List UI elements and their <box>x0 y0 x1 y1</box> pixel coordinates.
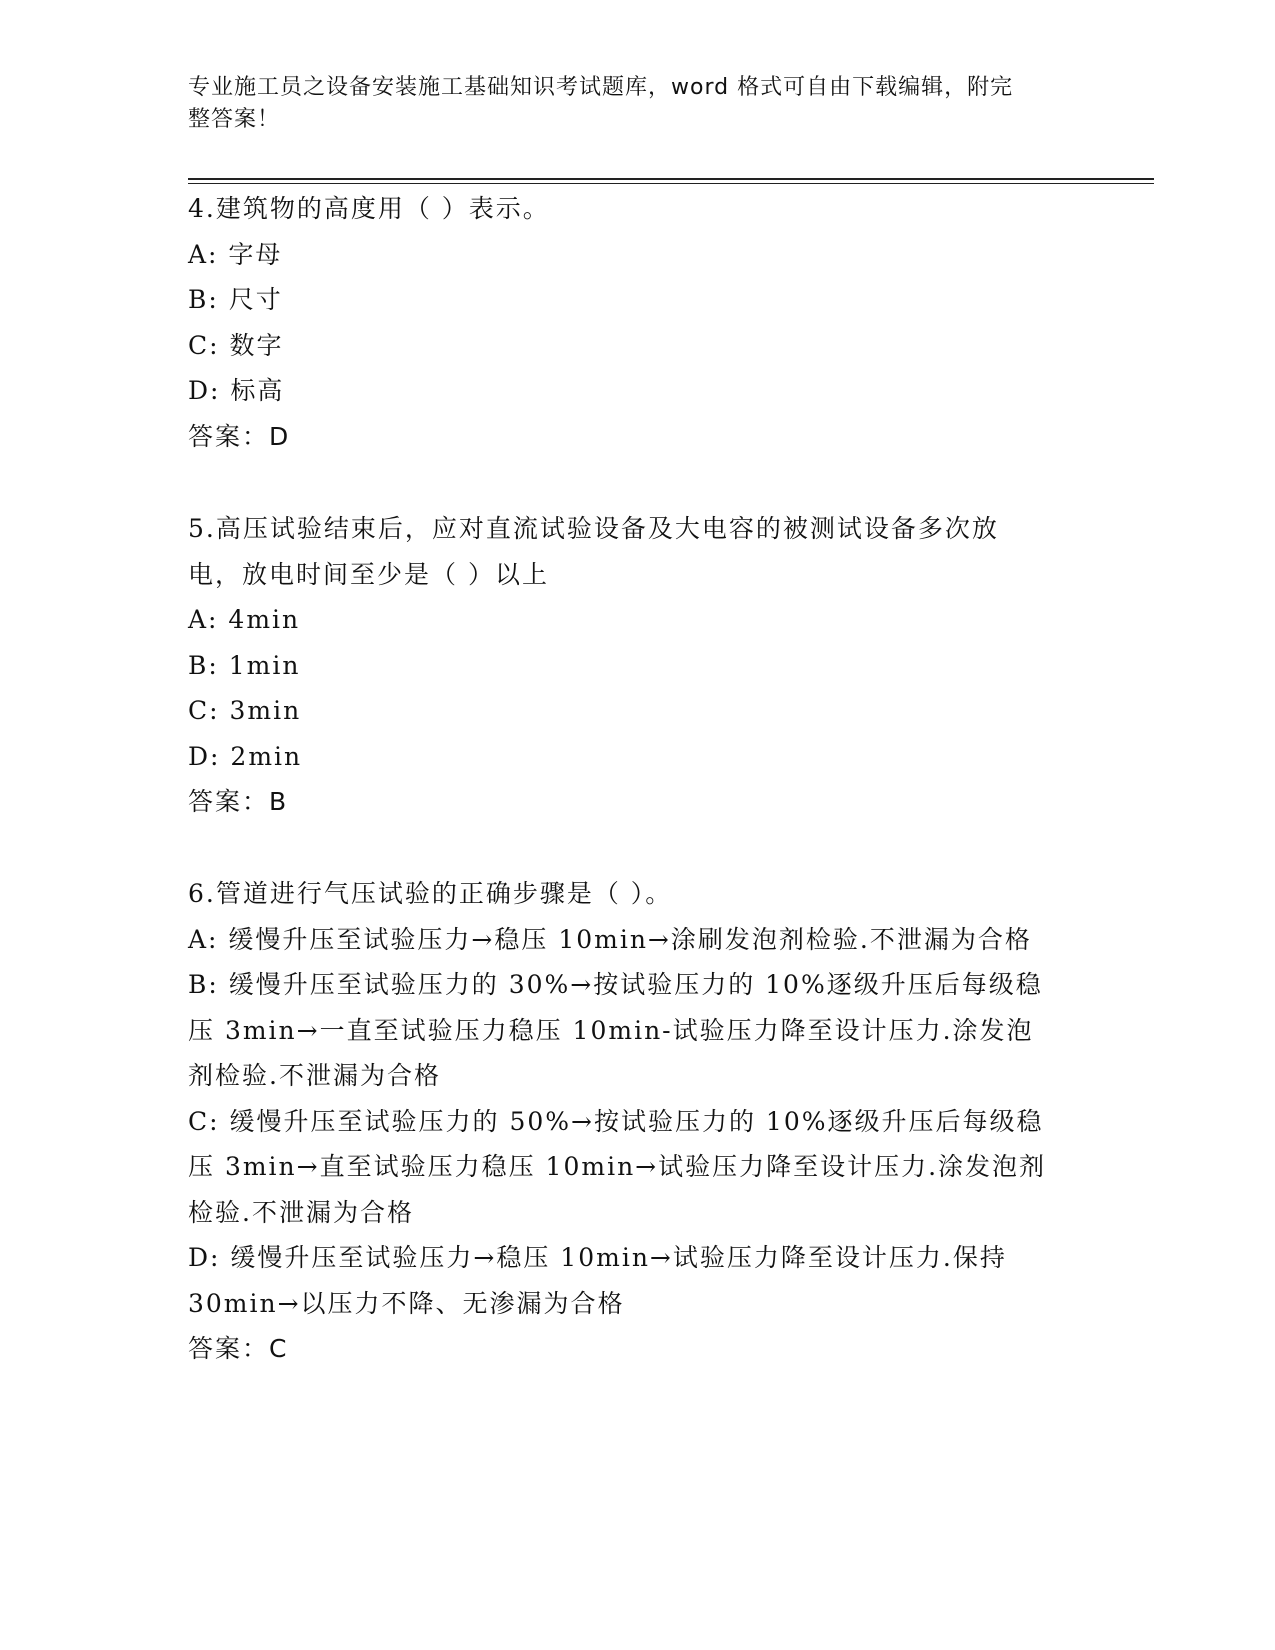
option-a: A: 字母 <box>188 239 283 269</box>
header-divider <box>188 178 1154 180</box>
option-b-cont: 压 3min→一直至试验压力稳压 10min-试验压力降至设计压力.涂发泡 <box>188 1015 1034 1045</box>
option-d: D: 标高 <box>188 376 285 405</box>
option-d: D: 缓慢升压至试验压力→稳压 10min→试验压力降至设计压力.保持 <box>188 1243 1007 1272</box>
question-5 <box>188 506 1088 825</box>
question-4 <box>188 186 1088 459</box>
option-c: C: 数字 <box>188 330 284 360</box>
document-header <box>188 72 1068 136</box>
option-c-cont: 检验.不泄漏为合格 <box>188 1197 414 1227</box>
header-divider-thin <box>188 183 1154 184</box>
question-stem: 4.建筑物的高度用（ ）表示。 <box>188 194 550 223</box>
header-line-1: 专业施工员之设备安装施工基础知识考试题库，word 格式可自由下载编辑，附完 <box>188 75 1014 100</box>
header-line-2: 整答案！ <box>188 107 281 132</box>
option-c: C: 3min <box>188 696 302 725</box>
option-a: A: 缓慢升压至试验压力→稳压 10min→涂刷发泡剂检验.不泄漏为合格 <box>188 924 1032 954</box>
option-c: C: 缓慢升压至试验压力的 50%→按试验压力的 10%逐级升压后每级稳 <box>188 1106 1044 1136</box>
answer: 答案：C <box>188 1334 289 1363</box>
question-6 <box>188 871 1088 1372</box>
option-b: B: 缓慢升压至试验压力的 30%→按试验压力的 10%逐级升压后每级稳 <box>188 970 1043 999</box>
option-a: A: 4min <box>188 605 301 634</box>
answer: 答案：B <box>188 787 289 816</box>
question-stem: 5.高压试验结束后，应对直流试验设备及大电容的被测试设备多次放 <box>188 514 999 543</box>
option-c-cont: 压 3min→直至试验压力稳压 10min→试验压力降至设计压力.涂发泡剂 <box>188 1152 1047 1181</box>
option-b: B: 尺寸 <box>188 285 283 314</box>
option-d: D: 2min <box>188 741 303 771</box>
answer: 答案：D <box>188 421 291 451</box>
option-b: B: 1min <box>188 650 301 680</box>
question-stem-cont: 电，放电时间至少是（ ）以上 <box>188 559 549 589</box>
option-b-cont: 剂检验.不泄漏为合格 <box>188 1061 441 1090</box>
question-stem: 6.管道进行气压试验的正确步骤是（ ）。 <box>188 879 673 908</box>
option-d-cont: 30min→以压力不降、无渗漏为合格 <box>188 1288 625 1318</box>
